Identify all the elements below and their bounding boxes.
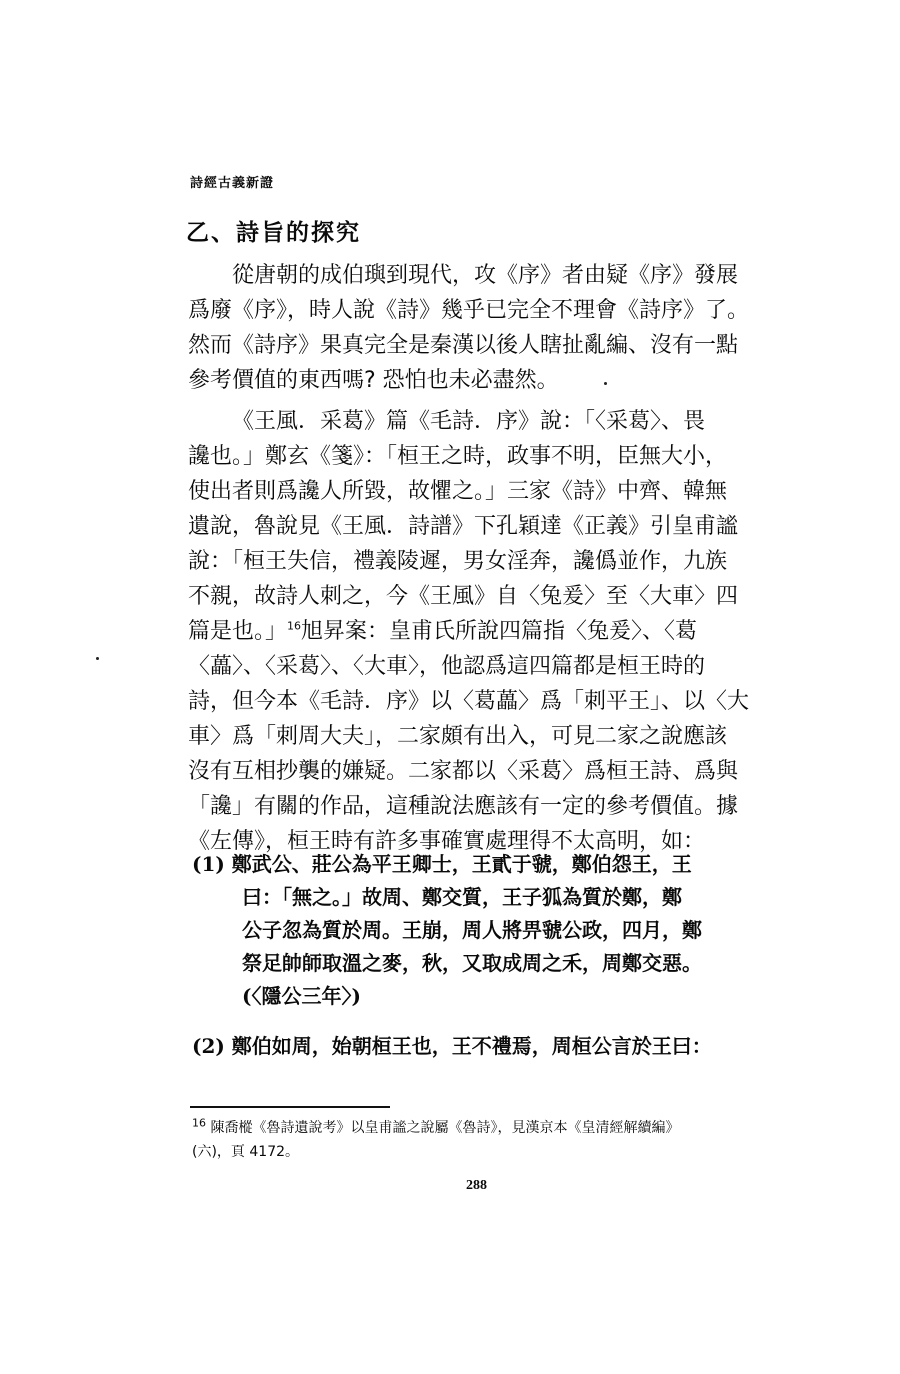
paragraph-line: 〈藟〉、〈采葛〉、〈大車〉，他認爲這四篇都是桓王時的 [188, 654, 706, 679]
paragraph-line: 說：「桓王失信，禮義陵遲，男女淫奔，讒僞並作，九族 [188, 549, 728, 574]
paragraph-line: 「讒」有關的作品，這種說法應該有一定的參考價值。據 [188, 794, 739, 819]
footnote-marker: 16 [192, 1116, 206, 1130]
paragraph-line: 從唐朝的成伯璵到現代，攻《序》者由疑《序》發展 [232, 263, 739, 288]
footnote-text: 陳喬樅《魯詩遺說考》以皇甫謐之說屬《魯詩》，見漢京本《皇清經解續編》 [210, 1120, 680, 1136]
quote-line: 祭足帥師取溫之麥，秋，又取成周之禾，周鄭交惡。 [242, 951, 702, 975]
paragraph-2 [188, 404, 778, 859]
paragraph-line: 參考價值的東西嗎? 恐怕也未必盡然。 [188, 368, 559, 393]
footnote-divider [190, 1106, 390, 1108]
scan-speck [96, 657, 99, 660]
paragraph-1 [188, 258, 778, 398]
paragraph-line: 不親，故詩人刺之，今《王風》自〈兔爰〉至〈大車〉四 [188, 584, 739, 609]
quote-line: (2) 鄭伯如周，始朝桓王也，王不禮焉，周桓公言於王曰： [192, 1034, 712, 1058]
paragraph-line: 《王風．采葛》篇《毛詩．序》說：「〈采葛〉、畏 [232, 409, 706, 434]
quote-line: 曰：「無之。」故周、鄭交質，王子狐為質於鄭，鄭 [242, 885, 682, 909]
paragraph-line: 使出者則爲讒人所毀，故懼之。」三家《詩》中齊、韓無 [188, 479, 728, 504]
paragraph-line [188, 614, 778, 649]
quote-line: (1) 鄭武公、莊公為平王卿士，王貳于虢，鄭伯怨王，王 [192, 852, 692, 876]
paragraph-line: 爲廢《序》，時人說《詩》幾乎已完全不理會《詩序》了。 [188, 298, 750, 323]
paragraph-line: 詩，但今本《毛詩．序》以〈葛藟〉爲「刺平王」、以〈大 [188, 689, 750, 714]
footnote-16 [192, 1116, 792, 1164]
running-head: 詩經古義新證 [190, 176, 275, 191]
footnote-line: (六)，頁 4172。 [192, 1144, 300, 1160]
paragraph-line: 讒也。」鄭玄《箋》：「桓王之時，政事不明，臣無大小， [188, 444, 728, 469]
paragraph-line-head: 篇是也。」 [188, 619, 288, 644]
paragraph-line-tail: 旭昇案：皇甫氏所說四篇指〈兔爰〉、〈葛 [301, 619, 698, 644]
quote-line: 公子忽為質於周。王崩，周人將畀虢公政，四月，鄭 [242, 918, 702, 942]
paragraph-line: 沒有互相抄襲的嫌疑。二家都以〈采葛〉爲桓王詩、爲與 [188, 759, 739, 784]
paragraph-line: 然而《詩序》果真完全是秦漢以後人瞎扯亂編、沒有一點 [188, 333, 739, 358]
footnote-ref-marker[interactable]: 16 [287, 619, 302, 633]
quotation-2 [192, 1030, 782, 1063]
footnote-line [192, 1116, 792, 1140]
section-title: 乙、詩旨的探究 [186, 220, 361, 246]
quote-line: (〈隱公三年〉) [242, 984, 361, 1008]
quotation-1 [192, 848, 782, 1013]
paragraph-line: 遺說，魯說見《王風．詩譜》下孔穎達《正義》引皇甫謐 [188, 514, 739, 539]
paragraph-line: 《左傳》，桓王時有許多事確實處理得不太高明，如： [188, 829, 706, 854]
scan-speck [604, 382, 607, 385]
paragraph-line: 車〉爲「刺周大夫」，二家頗有出入，可見二家之說應該 [188, 724, 728, 749]
page-number: 288 [466, 1178, 487, 1193]
